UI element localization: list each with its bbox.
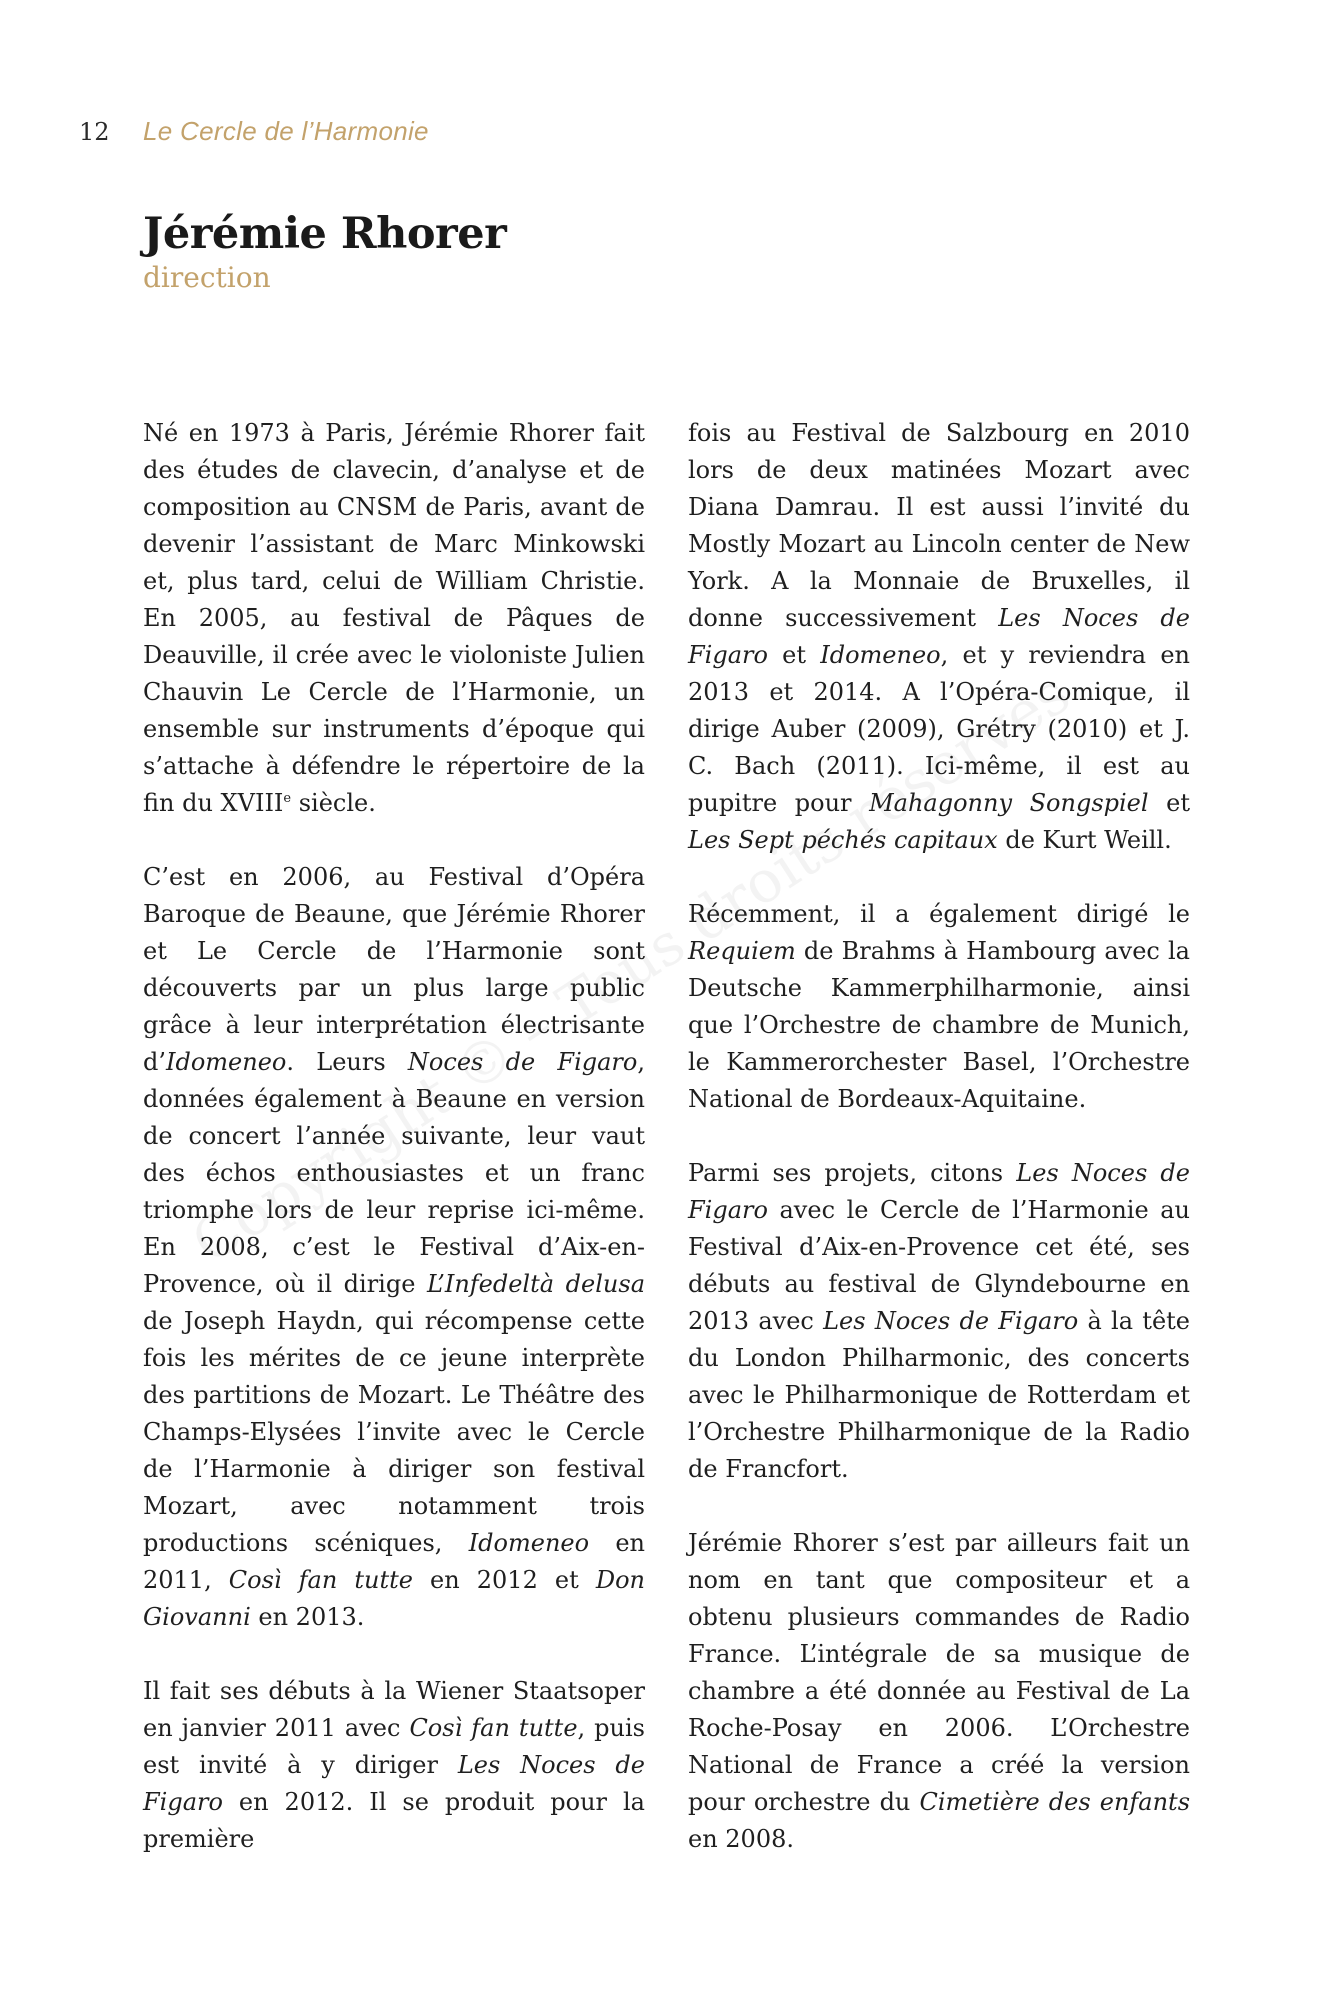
paragraph: Né en 1973 à Paris, Jérémie Rhorer fait des études de clavecin, d’analyse et de composition au CNSM de Paris, avant de devenir l’assistant de Marc Minkowski et, plus tard, celui de William Christie. En 2005, au festival de Pâques de Deauville, il crée avec le violoniste Julien Chauvin Le Cercle de l’Harmonie, un ensemble sur instruments d’époque qui s’attache à défendre le répertoire de la fin du XVIIIe siècle. <box>143 419 645 817</box>
text-column-right <box>688 415 1190 1858</box>
superscript: e <box>283 791 292 806</box>
running-header <box>79 116 429 156</box>
page-title: Jérémie Rhorer <box>143 209 507 259</box>
text-column-left <box>143 415 645 1858</box>
paragraph: C’est en 2006, au Festival d’Opéra Baroque de Beaune, que Jérémie Rhorer et Le Cercle de l’Harmonie sont découverts par un plus large public grâce à leur interprétation électrisante d’Idomeneo. Leurs Noces de Figaro, données également à Beaune en version de concert l’année suivante, leur vaut des échos enthousiastes et un franc triomphe lors de leur reprise ici-même. En 2008, c’est le Festival d’Aix-en-Provence, où il dirige L’Infedeltà delusa de Joseph Haydn, qui récompense cette fois les mérites de ce jeune interprète des partitions de Mozart. Le Théâtre des Champs-Elysées l’invite avec le Cercle de l’Harmonie à diriger son festival Mozart, avec notamment trois productions scéniques, Idomeneo en 2011, Così fan tutte en 2012 et Don Giovanni en 2013. <box>143 863 645 1631</box>
title-block <box>143 208 506 296</box>
running-title: Le Cercle de l’Harmonie <box>143 116 429 146</box>
page-subtitle: direction <box>143 261 271 294</box>
paragraph: Récemment, il a également dirigé le Requiem de Brahms à Hambourg avec la Deutsche Kammerphilharmonie, ainsi que l’Orchestre de chambre de Munich, le Kammerorchester Basel, l’Orchestre National de Bordeaux-Aquitaine. <box>688 900 1190 1113</box>
paragraph: Parmi ses projets, citons Les Noces de Figaro avec le Cercle de l’Harmonie au Festival d’Aix-en-Provence cet été, ses débuts au festival de Glyndebourne en 2013 avec Les Noces de Figaro à la tête du London Philharmonic, des concerts avec le Philharmonique de Rotterdam et l’Orchestre Philharmonique de la Radio de Francfort. <box>688 1159 1190 1483</box>
paragraph: Jérémie Rhorer s’est par ailleurs fait un nom en tant que compositeur et a obtenu plusieurs commandes de Radio France. L’intégrale de sa musique de chambre a été donnée au Festival de La Roche-Posay en 2006. L’Orchestre National de France a créé la version pour orchestre du Cimetière des enfants en 2008. <box>688 1529 1191 1853</box>
paragraph: Il fait ses débuts à la Wiener Staatsoper en janvier 2011 avec Così fan tutte, puis est invité à y diriger Les Noces de Figaro en 2012. Il se produit pour la première <box>143 1677 645 1853</box>
paragraph: fois au Festival de Salzbourg en 2010 lors de deux matinées Mozart avec Diana Damrau. Il est aussi l’invité du Mostly Mozart au Lincoln center de New York. A la Monnaie de Bruxelles, il donne successivement Les Noces de Figaro et Idomeneo, et y reviendra en 2013 et 2014. A l’Opéra-Comique, il dirige Auber (2009), Grétry (2010) et J. C. Bach (2011). Ici-même, il est au pupitre pour Mahagonny Songspiel et Les Sept péchés capitaux de Kurt Weill. <box>688 419 1190 854</box>
page-number: 12 <box>79 118 110 146</box>
